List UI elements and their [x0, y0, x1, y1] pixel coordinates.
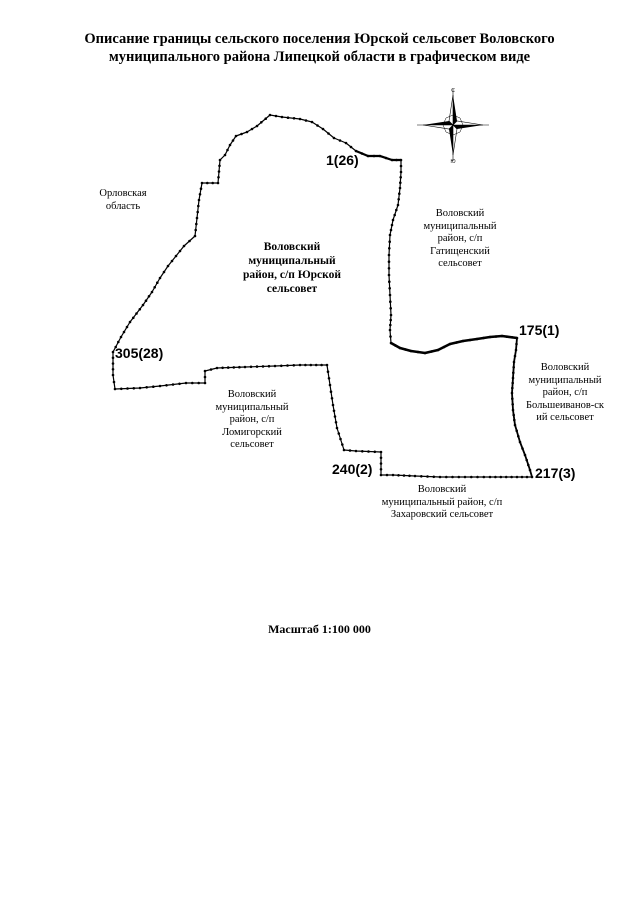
- boundary-vertex: [275, 115, 278, 118]
- boundary-vertex: [226, 149, 229, 152]
- center-line-3: район, с/п Юрской: [243, 269, 341, 281]
- boundary-vertex: [188, 240, 191, 243]
- boundary-vertex: [380, 451, 383, 454]
- boundary-vertex: [389, 335, 392, 338]
- boundary-vertex: [148, 295, 151, 298]
- boundary-vertex: [385, 157, 388, 160]
- boundary-vertex: [395, 209, 398, 212]
- boundary-vertex: [232, 139, 235, 142]
- boundary-vertex: [123, 331, 126, 334]
- boundary-vertex: [511, 336, 514, 339]
- boundary-vertex: [217, 176, 220, 179]
- boundary-vertex: [476, 338, 479, 341]
- boundary-vertex: [171, 260, 174, 263]
- point-label-1-26: 1(26): [326, 152, 359, 168]
- boundary-vertex: [400, 171, 403, 174]
- boundary-vertex: [388, 247, 391, 250]
- boundary-vertex: [175, 255, 178, 258]
- boundary-vertex: [126, 387, 129, 390]
- boundary-vertex: [211, 182, 214, 185]
- boundary-vertex: [403, 474, 406, 477]
- boundary-vertex: [501, 335, 504, 338]
- boundary-vertex: [204, 370, 207, 373]
- boundary-vertex: [445, 476, 448, 479]
- boundary-vertex: [399, 176, 402, 179]
- boundary-vertex: [333, 137, 336, 140]
- map-scale: Масштаб 1:100 000: [268, 622, 371, 636]
- boundary-vertex: [326, 364, 329, 367]
- boundary-vertex: [399, 347, 402, 350]
- lomigor-line-2: муниципальный: [215, 401, 289, 413]
- boundary-vertex: [132, 317, 135, 320]
- gatishche-line-2: муниципальный: [423, 220, 497, 232]
- boundary-vertex: [299, 364, 302, 367]
- boundary-vertex: [250, 366, 253, 369]
- boundary-vertex: [251, 128, 254, 131]
- boundary-vertex: [367, 155, 370, 158]
- boundary-vertex: [483, 476, 486, 479]
- boundary-vertex: [521, 476, 524, 479]
- boundary-vertex: [392, 474, 395, 477]
- boundary-vertex: [224, 154, 227, 157]
- boundary-vertex: [112, 357, 115, 360]
- boundary-vertex: [268, 365, 271, 368]
- boundary-vertex: [322, 128, 325, 131]
- boundary-vertex: [489, 476, 492, 479]
- boundary-vertex: [404, 348, 407, 351]
- boundary-vertex: [274, 365, 277, 368]
- bolsheivanov-line-3: район, с/п: [542, 387, 588, 398]
- boundary-vertex: [515, 343, 518, 346]
- boundary-vertex: [167, 265, 170, 268]
- boundary-vertex: [392, 219, 395, 222]
- boundary-vertex: [389, 234, 392, 237]
- label-lomigor: [202, 389, 302, 452]
- boundary-vertex: [244, 366, 247, 369]
- compass-rose-icon: [417, 88, 489, 165]
- boundary-vertex: [178, 383, 181, 386]
- boundary-vertex: [260, 121, 263, 124]
- boundary-vertex: [139, 308, 142, 311]
- boundary-vertex: [373, 155, 376, 158]
- boundary-vertex: [194, 235, 197, 238]
- boundary-vertex: [410, 350, 413, 353]
- boundary-vertex: [145, 386, 148, 389]
- boundary-vertex: [397, 204, 400, 207]
- boundary-vertex: [511, 387, 514, 390]
- boundary-vertex: [331, 397, 334, 400]
- boundary-vertex: [196, 211, 199, 214]
- boundary-vertex: [120, 336, 123, 339]
- boundary-vertex: [389, 319, 392, 322]
- boundary-vertex: [506, 335, 509, 338]
- boundary-vertex: [256, 125, 259, 128]
- zakharov-line-2: муниципальный район, с/п: [381, 496, 503, 508]
- boundary-vertex: [380, 462, 383, 465]
- boundary-vertex: [339, 139, 342, 142]
- label-orel-region: [88, 188, 158, 213]
- boundary-vertex: [264, 117, 267, 120]
- boundary-vertex: [388, 240, 391, 243]
- boundary-vertex: [388, 287, 391, 290]
- boundary-vertex: [156, 281, 159, 284]
- boundary-vertex: [388, 260, 391, 263]
- boundary-vertex: [229, 144, 232, 147]
- boundary-vertex: [511, 403, 514, 406]
- boundary-vertex: [390, 229, 393, 232]
- boundary-vertex: [414, 475, 417, 478]
- gatishche-line-3: район, с/п: [437, 233, 483, 244]
- boundary-vertex: [152, 385, 155, 388]
- boundary-vertex: [153, 286, 156, 289]
- boundary-vertex: [129, 321, 132, 324]
- center-line-1: Воловский: [263, 241, 321, 253]
- boundary-vertex: [389, 324, 392, 327]
- boundary-vertex: [133, 387, 136, 390]
- boundary-vertex: [433, 476, 436, 479]
- boundary-vertex: [388, 274, 391, 277]
- boundary-vertex: [197, 382, 200, 385]
- boundary-vertex: [476, 476, 479, 479]
- boundary-vertex: [316, 124, 319, 127]
- boundary-vertex: [219, 159, 222, 162]
- gatishche-line-1: Воловский: [435, 208, 485, 219]
- boundary-vertex: [139, 387, 142, 390]
- boundary-vertex: [311, 121, 314, 124]
- boundary-vertex: [327, 132, 330, 135]
- boundary-vertex: [524, 454, 527, 457]
- boundary-vertex: [531, 476, 534, 479]
- boundary-vertex: [135, 312, 138, 315]
- boundary-vertex: [338, 432, 341, 435]
- boundary-vertices: [112, 114, 534, 479]
- boundary-vertex: [361, 152, 364, 155]
- boundary-vertex: [380, 474, 383, 477]
- boundary-vertex: [500, 476, 503, 479]
- boundary-vertex: [262, 365, 265, 368]
- boundary-vertex: [388, 280, 391, 283]
- boundary-vertex: [256, 365, 259, 368]
- boundary-vertex: [333, 410, 336, 413]
- boundary-vertex: [332, 404, 335, 407]
- boundary-vertex: [328, 377, 331, 380]
- boundary-vertex: [197, 205, 200, 208]
- title-line-2: муниципального района Липецкой области в графическом виде: [108, 49, 531, 65]
- boundary-vertex: [449, 343, 452, 346]
- boundary-vertex: [388, 267, 391, 270]
- boundary-vertex: [395, 159, 398, 162]
- boundary-vertex: [393, 214, 396, 217]
- label-yurskoy-settlement: [232, 240, 352, 296]
- boundary-vertex: [310, 364, 313, 367]
- boundary-vertex: [305, 119, 308, 122]
- compass-north-label: С: [451, 88, 455, 94]
- gatishche-line-4: Гатищенский: [430, 245, 490, 257]
- boundary-vertex: [238, 366, 241, 369]
- boundary-vertex: [201, 182, 204, 185]
- boundary-vertex: [269, 114, 272, 117]
- boundary-vertex: [451, 476, 454, 479]
- boundary-vertex: [280, 365, 283, 368]
- boundary-vertex: [516, 337, 519, 340]
- boundary-vertex: [112, 351, 115, 354]
- boundary-vertex: [336, 427, 339, 430]
- point-label-305-28: 305(28): [115, 345, 164, 361]
- boundary-vertex: [200, 187, 203, 190]
- boundary-vertex: [437, 349, 440, 352]
- boundary-vertex: [397, 198, 400, 201]
- boundary-vertex: [426, 475, 429, 478]
- boundary-vertex: [482, 337, 485, 340]
- point-label-175-1: 175(1): [519, 322, 560, 338]
- boundary-vertex: [179, 250, 182, 253]
- boundary-vertex: [511, 392, 514, 395]
- gatishche-line-5: сельсовет: [438, 258, 482, 269]
- boundary-vertex: [494, 476, 497, 479]
- boundary-vertex: [517, 435, 520, 438]
- boundary-vertex: [218, 170, 221, 173]
- boundary-vertex: [379, 155, 382, 158]
- boundary-vertex: [469, 339, 472, 342]
- boundary-vertex: [185, 382, 188, 385]
- boundary-vertex: [361, 450, 364, 453]
- boundary-vertex: [339, 438, 342, 441]
- boundary-vertex: [345, 142, 348, 145]
- boundary-vertex: [293, 364, 296, 367]
- boundary-vertex: [233, 366, 236, 369]
- boundary-vertex: [388, 254, 391, 257]
- title-line-1: Описание границы сельского поселения Юрской сельсовет Воловского: [84, 31, 555, 47]
- boundary-vertex: [287, 116, 290, 119]
- boundary-vertex: [165, 384, 168, 387]
- boundary-vertex: [389, 294, 392, 297]
- boundary-vertex: [142, 304, 145, 307]
- zakharov-line-1: Воловский: [417, 484, 467, 495]
- boundary-vertex: [390, 314, 393, 317]
- boundary-vertex: [163, 271, 166, 274]
- boundary-vertex: [408, 475, 411, 478]
- boundary-vertex: [389, 300, 392, 303]
- boundary-vertex: [510, 476, 513, 479]
- boundary-vertex: [391, 159, 394, 162]
- boundary-vertex: [329, 384, 332, 387]
- boundary-vertex: [525, 459, 528, 462]
- boundary-vertex: [389, 329, 392, 332]
- boundary-vertex: [235, 135, 238, 138]
- boundary-vertex: [398, 192, 401, 195]
- lomigor-line-1: Воловский: [227, 389, 277, 400]
- boundary-vertex: [218, 165, 221, 168]
- boundary-vertex: [126, 326, 129, 329]
- boundary-vertex: [462, 340, 465, 343]
- lomigor-line-5: сельсовет: [230, 439, 274, 450]
- zakharov-line-3: Захаровский сельсовет: [390, 509, 494, 520]
- boundary-vertex: [320, 364, 323, 367]
- boundary-vertex: [114, 388, 117, 391]
- boundary-vertex: [194, 229, 197, 232]
- boundary-vertex: [464, 476, 467, 479]
- boundary-vertex: [293, 117, 296, 120]
- boundary-vertex: [386, 474, 389, 477]
- orel-line-2: область: [105, 200, 141, 212]
- orel-line-1: Орловская: [99, 188, 147, 199]
- boundary-vertex: [399, 187, 402, 190]
- boundary-vertex: [191, 382, 194, 385]
- boundary-vertex: [443, 346, 446, 349]
- boundary-vertex: [355, 450, 358, 453]
- thick-segment-northeast: [356, 151, 401, 160]
- lomigor-line-4: Ломигорский: [222, 426, 282, 438]
- bolsheivanov-line-4: Большеиванов-ск: [525, 399, 605, 411]
- bolsheivanov-line-2: муниципальный: [528, 374, 602, 386]
- label-bolsheivanov: [515, 362, 615, 425]
- boundary-vertex: [304, 364, 307, 367]
- boundary-vertex: [380, 457, 383, 460]
- boundary-vertex: [159, 277, 162, 280]
- boundary-vertex: [210, 368, 213, 371]
- boundary-vertex: [343, 449, 346, 452]
- boundary-vertex: [240, 133, 243, 136]
- boundary-vertex: [198, 199, 201, 202]
- boundary-vertex: [199, 193, 202, 196]
- boundary-vertex: [399, 181, 402, 184]
- boundary-vertex: [117, 341, 120, 344]
- boundary-vertex: [527, 464, 530, 467]
- boundary-vertex: [299, 118, 302, 121]
- label-gatishche: [410, 208, 510, 271]
- boundary-vertex: [526, 476, 529, 479]
- boundary-vertex: [389, 307, 392, 310]
- label-zakharov: [372, 484, 512, 522]
- boundary-vertex: [227, 366, 230, 369]
- boundary-vertex: [430, 350, 433, 353]
- lomigor-line-3: район, с/п: [229, 414, 275, 425]
- point-label-217-3: 217(3): [535, 465, 576, 481]
- boundary-vertex: [400, 165, 403, 168]
- bolsheivanov-line-1: Воловский: [540, 362, 590, 373]
- boundary-vertex: [204, 382, 207, 385]
- boundary-vertex: [206, 182, 209, 185]
- boundary-vertex: [350, 146, 353, 149]
- boundary-vertex: [374, 451, 377, 454]
- boundary-vertex: [196, 217, 199, 220]
- boundary-vertex: [495, 335, 498, 338]
- boundary-vertex: [380, 468, 383, 471]
- boundary-vertex: [327, 370, 330, 373]
- boundary-vertex: [511, 397, 514, 400]
- boundary-vertex: [349, 449, 352, 452]
- boundary-vertex: [216, 367, 219, 370]
- boundary-vertex: [519, 441, 522, 444]
- compass-south-label: Ю: [450, 159, 456, 165]
- boundary-vertex: [397, 474, 400, 477]
- boundary-vertex: [281, 116, 284, 119]
- boundary-vertex: [512, 409, 515, 412]
- boundary-vertex: [390, 342, 393, 345]
- boundary-vertex: [113, 381, 116, 384]
- boundary-vertex: [417, 351, 420, 354]
- boundary-vertex: [458, 476, 461, 479]
- boundary-vertex: [221, 367, 224, 370]
- point-label-240-2: 240(2): [332, 461, 373, 477]
- boundary-vertex: [151, 291, 154, 294]
- boundary-vertex: [145, 299, 148, 302]
- boundary-vertex: [334, 415, 337, 418]
- boundary-vertex: [286, 364, 289, 367]
- boundary-vertex: [217, 182, 220, 185]
- boundary-vertex: [394, 344, 397, 347]
- boundary-vertex: [246, 131, 249, 134]
- boundary-vertex: [341, 443, 344, 446]
- boundary-vertex: [515, 349, 518, 352]
- boundary-vertex: [512, 377, 515, 380]
- settlement-boundary-line: [113, 115, 532, 477]
- boundary-vertex: [400, 159, 403, 162]
- boundary-vertex: [455, 341, 458, 344]
- boundary-vertex: [420, 475, 423, 478]
- boundary-vertex: [172, 383, 175, 386]
- boundary-vertex: [112, 362, 115, 365]
- bolsheivanov-line-5: ий сельсовет: [536, 412, 594, 423]
- boundary-vertex: [529, 469, 532, 472]
- boundary-vertex: [505, 476, 508, 479]
- boundary-vertex: [391, 224, 394, 227]
- boundary-vertex: [159, 385, 162, 388]
- center-line-2: муниципальный: [248, 255, 336, 267]
- boundary-vertex: [470, 476, 473, 479]
- boundary-vertex: [315, 364, 318, 367]
- boundary-vertex: [521, 447, 524, 450]
- boundary-vertex: [511, 382, 514, 385]
- boundary-vertex: [515, 429, 518, 432]
- boundary-vertex: [514, 355, 517, 358]
- boundary-vertex: [516, 476, 519, 479]
- boundary-vertex: [112, 374, 115, 377]
- boundary-vertex: [183, 245, 186, 248]
- boundary-vertex: [120, 388, 123, 391]
- boundary-vertex: [204, 376, 207, 379]
- boundary-vertex: [424, 352, 427, 355]
- boundary-vertex: [367, 450, 370, 453]
- boundary-vertex: [112, 368, 115, 371]
- boundary-vertex: [330, 390, 333, 393]
- boundary-vertex: [195, 223, 198, 226]
- boundary-vertex: [335, 421, 338, 424]
- boundary-vertex: [439, 476, 442, 479]
- center-line-4: сельсовет: [266, 283, 318, 295]
- boundary-vertex: [489, 336, 492, 339]
